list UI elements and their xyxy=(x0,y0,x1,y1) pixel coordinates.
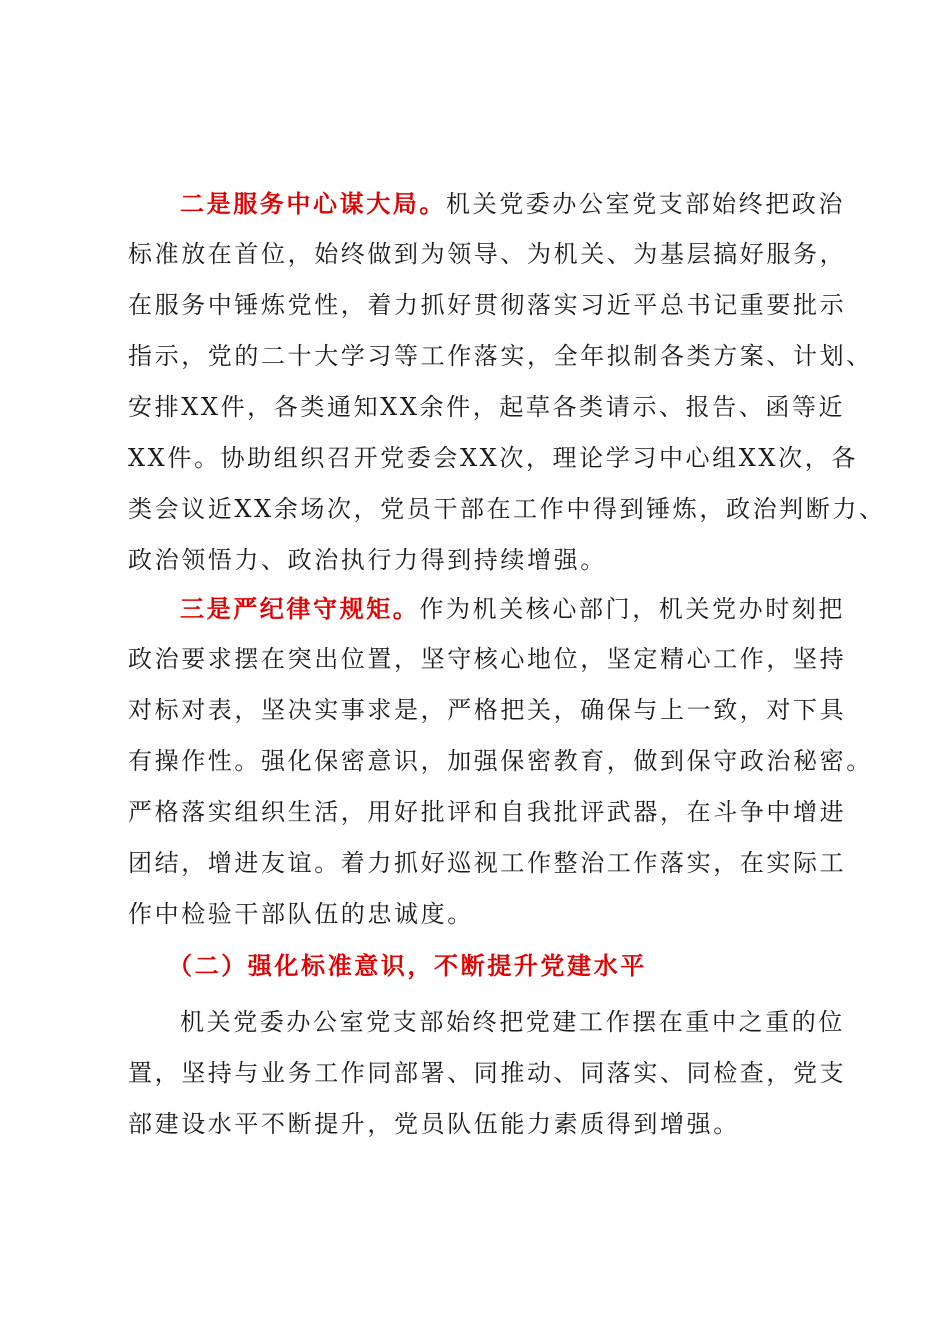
text-line: 作为机关核心部门，机关党办时刻把 xyxy=(419,595,846,623)
text-line: XX件。协助组织召开党委会XX次，理论学习中心组XX次，各 xyxy=(128,444,858,472)
paragraph-party-building xyxy=(128,997,847,1150)
section-heading-block xyxy=(128,940,840,991)
paragraph-discipline xyxy=(128,583,873,940)
text-line: 政治领悟力、政治执行力得到持续增强。 xyxy=(128,546,607,574)
text-line: 严格落实组织生活，用好批评和自我批评武器，在斗争中增进 xyxy=(128,798,847,826)
text-line: 机关党委办公室党支部始终把政治 xyxy=(446,190,845,218)
text-line: 有操作性。强化保密意识，加强保密教育，做到保守政治秘密。 xyxy=(128,747,873,775)
text-line: 安排XX件，各类通知XX余件，起草各类请示、报告、函等近 xyxy=(128,393,846,421)
paragraph-first-line xyxy=(128,178,845,229)
text-line: 机关党委办公室党支部始终把党建工作摆在重中之重的位 xyxy=(180,1008,845,1036)
text-line: 政治要求摆在突出位置，坚守核心地位，坚定精心工作，坚持 xyxy=(128,645,847,673)
text-line: 标准放在首位，始终做到为领导、为机关、为基层搞好服务， xyxy=(128,240,847,268)
paragraph-first-line xyxy=(128,583,846,634)
text-line: 置，坚持与业务工作同部署、同推动、同落实、同检查，党支 xyxy=(128,1059,847,1087)
text-line: 指示，党的二十大学习等工作落实，全年拟制各类方案、计划、 xyxy=(128,342,873,370)
paragraph-service-center xyxy=(128,178,886,586)
text-line: 部建设水平不断提升，党员队伍能力素质得到增强。 xyxy=(128,1110,740,1138)
text-line: 团结，增进友谊。着力抓好巡视工作整治工作落实，在实际工 xyxy=(128,849,847,877)
text-line: 类会议近XX余场次，党员干部在工作中得到锤炼，政治判断力、 xyxy=(128,495,886,523)
text-line: 对标对表，坚决实事求是，严格把关，确保与上一致，对下具 xyxy=(128,696,847,724)
text-line: 作中检验干部队伍的忠诚度。 xyxy=(128,900,474,928)
highlight-phrase: 三是严纪律守规矩。 xyxy=(180,594,420,623)
text-line: 在服务中锤炼党性，着力抓好贯彻落实习近平总书记重要批示 xyxy=(128,291,847,319)
section-heading: （二）强化标准意识，不断提升党建水平 xyxy=(168,951,647,980)
highlight-phrase: 二是服务中心谋大局。 xyxy=(180,189,446,218)
